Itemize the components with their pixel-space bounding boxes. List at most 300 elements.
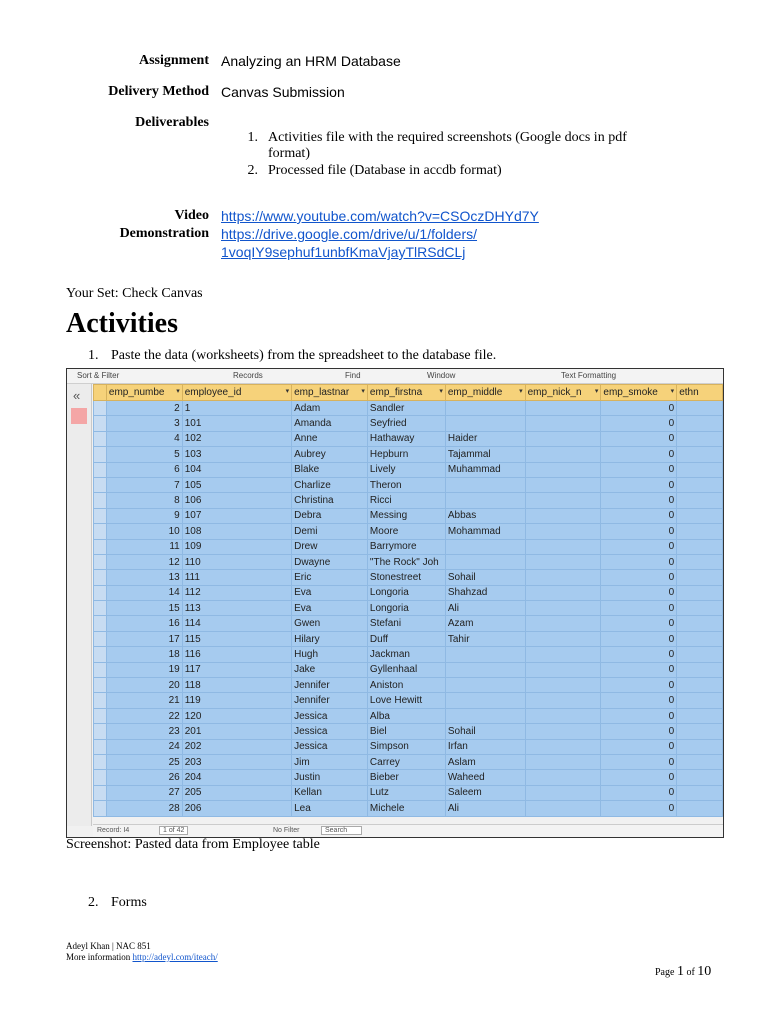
table-cell[interactable] [445, 401, 525, 416]
table-cell[interactable]: 15 [106, 601, 182, 616]
no-filter-button[interactable]: No Filter [273, 827, 300, 834]
table-cell[interactable] [445, 693, 525, 708]
table-cell[interactable]: Adam [292, 401, 368, 416]
table-cell[interactable] [525, 631, 601, 646]
table-cell[interactable] [677, 754, 723, 769]
table-cell[interactable]: Sandler [367, 401, 445, 416]
table-cell[interactable]: Shahzad [445, 585, 525, 600]
row-selector[interactable] [94, 416, 107, 431]
table-cell[interactable]: 3 [106, 416, 182, 431]
table-cell[interactable]: 27 [106, 785, 182, 800]
table-cell[interactable]: 7 [106, 477, 182, 492]
more-info-link[interactable]: http://adeyl.com/iteach/ [132, 952, 218, 962]
table-cell[interactable]: Love Hewitt [367, 693, 445, 708]
table-cell[interactable]: 117 [182, 662, 291, 677]
column-header-7[interactable] [677, 385, 723, 401]
table-cell[interactable]: 0 [601, 601, 677, 616]
table-cell[interactable]: 0 [601, 416, 677, 431]
table-cell[interactable] [445, 416, 525, 431]
table-cell[interactable]: Eva [292, 585, 368, 600]
table-cell[interactable]: Lutz [367, 785, 445, 800]
row-selector[interactable] [94, 539, 107, 554]
row-selector[interactable] [94, 431, 107, 446]
table-cell[interactable]: Anne [292, 431, 368, 446]
table-cell[interactable]: 26 [106, 770, 182, 785]
table-cell[interactable]: Blake [292, 462, 368, 477]
table-row[interactable] [94, 585, 723, 600]
table-cell[interactable] [525, 554, 601, 569]
table-cell[interactable] [525, 616, 601, 631]
table-cell[interactable] [677, 539, 723, 554]
column-header-6[interactable] [601, 385, 677, 401]
column-header-3[interactable] [367, 385, 445, 401]
table-cell[interactable] [525, 493, 601, 508]
row-selector[interactable] [94, 724, 107, 739]
table-cell[interactable]: Duff [367, 631, 445, 646]
table-cell[interactable] [677, 693, 723, 708]
table-cell[interactable]: 18 [106, 647, 182, 662]
column-dropdown-icon[interactable]: ▾ [361, 388, 365, 395]
table-cell[interactable] [525, 739, 601, 754]
table-row[interactable] [94, 631, 723, 646]
column-dropdown-icon[interactable]: ▾ [176, 388, 180, 395]
table-cell[interactable]: 116 [182, 647, 291, 662]
column-header-0[interactable] [106, 385, 182, 401]
table-cell[interactable]: 114 [182, 616, 291, 631]
table-cell[interactable]: 0 [601, 662, 677, 677]
table-cell[interactable]: 201 [182, 724, 291, 739]
table-cell[interactable]: Hugh [292, 647, 368, 662]
table-cell[interactable]: 203 [182, 754, 291, 769]
row-selector[interactable] [94, 401, 107, 416]
table-cell[interactable]: 0 [601, 754, 677, 769]
column-header-4[interactable] [445, 385, 525, 401]
table-cell[interactable]: Dwayne [292, 554, 368, 569]
table-cell[interactable] [525, 785, 601, 800]
drive-link-cont[interactable]: 1voqIY9sephuf1unbfKmaVjayTlRSdCLj [221, 244, 466, 260]
table-cell[interactable]: 205 [182, 785, 291, 800]
table-cell[interactable]: 107 [182, 508, 291, 523]
table-cell[interactable]: 113 [182, 601, 291, 616]
column-dropdown-icon[interactable]: ▾ [519, 388, 523, 395]
table-cell[interactable]: Waheed [445, 770, 525, 785]
table-cell[interactable]: Tahir [445, 631, 525, 646]
table-cell[interactable]: Sohail [445, 570, 525, 585]
table-cell[interactable]: 108 [182, 524, 291, 539]
table-cell[interactable]: Demi [292, 524, 368, 539]
table-cell[interactable]: 0 [601, 616, 677, 631]
table-cell[interactable]: 0 [601, 539, 677, 554]
table-cell[interactable] [445, 662, 525, 677]
table-cell[interactable]: 109 [182, 539, 291, 554]
table-cell[interactable]: Jennifer [292, 678, 368, 693]
table-cell[interactable]: Saleem [445, 785, 525, 800]
table-cell[interactable] [525, 662, 601, 677]
table-cell[interactable]: 0 [601, 647, 677, 662]
table-cell[interactable]: Barrymore [367, 539, 445, 554]
table-cell[interactable]: 104 [182, 462, 291, 477]
table-row[interactable] [94, 447, 723, 462]
table-row[interactable] [94, 401, 723, 416]
table-cell[interactable]: 204 [182, 770, 291, 785]
table-cell[interactable] [677, 708, 723, 723]
column-header-label: emp_smoke [603, 387, 658, 398]
table-cell[interactable]: Haider [445, 431, 525, 446]
table-row[interactable] [94, 708, 723, 723]
table-row[interactable] [94, 785, 723, 800]
table-cell[interactable]: 102 [182, 431, 291, 446]
table-row[interactable] [94, 601, 723, 616]
select-all-cell[interactable] [94, 385, 107, 401]
table-cell[interactable]: Mohammad [445, 524, 525, 539]
table-cell[interactable]: Abbas [445, 508, 525, 523]
table-row[interactable] [94, 431, 723, 446]
table-cell[interactable]: Jim [292, 754, 368, 769]
table-cell[interactable]: 17 [106, 631, 182, 646]
column-header-5[interactable] [525, 385, 601, 401]
row-selector[interactable] [94, 631, 107, 646]
table-cell[interactable] [525, 462, 601, 477]
table-cell[interactable]: 12 [106, 554, 182, 569]
table-cell[interactable]: 25 [106, 754, 182, 769]
table-cell[interactable]: 120 [182, 708, 291, 723]
table-cell[interactable]: 115 [182, 631, 291, 646]
table-cell[interactable]: 0 [601, 785, 677, 800]
table-cell[interactable]: 112 [182, 585, 291, 600]
table-cell[interactable]: Longoria [367, 585, 445, 600]
table-cell[interactable]: Charlize [292, 477, 368, 492]
row-selector[interactable] [94, 554, 107, 569]
table-cell[interactable]: "The Rock" Joh [367, 554, 445, 569]
table-cell[interactable] [525, 477, 601, 492]
table-cell[interactable]: 23 [106, 724, 182, 739]
table-cell[interactable]: Azam [445, 616, 525, 631]
table-cell[interactable] [677, 616, 723, 631]
collapse-nav-icon[interactable]: « [73, 388, 81, 403]
table-cell[interactable]: 6 [106, 462, 182, 477]
table-cell[interactable]: Aslam [445, 754, 525, 769]
table-cell[interactable]: 0 [601, 554, 677, 569]
table-cell[interactable]: 0 [601, 801, 677, 816]
table-cell[interactable]: 0 [601, 739, 677, 754]
table-cell[interactable] [677, 462, 723, 477]
table-row[interactable] [94, 770, 723, 785]
activity-2-number: 2. [88, 895, 99, 910]
table-row[interactable] [94, 678, 723, 693]
table-cell[interactable] [525, 585, 601, 600]
table-row[interactable] [94, 554, 723, 569]
table-row[interactable] [94, 493, 723, 508]
table-cell[interactable]: Drew [292, 539, 368, 554]
column-header-label: employee_id [184, 387, 242, 398]
table-cell[interactable]: 206 [182, 801, 291, 816]
row-selector[interactable] [94, 570, 107, 585]
youtube-link[interactable]: https://www.youtube.com/watch?v=CSOczDHYd7Y [221, 208, 539, 224]
table-row[interactable] [94, 524, 723, 539]
table-row[interactable] [94, 754, 723, 769]
table-cell[interactable]: Ricci [367, 493, 445, 508]
table-cell[interactable] [525, 508, 601, 523]
table-cell[interactable] [525, 601, 601, 616]
table-row[interactable] [94, 462, 723, 477]
table-cell[interactable]: 10 [106, 524, 182, 539]
row-selector[interactable] [94, 477, 107, 492]
table-cell[interactable] [677, 431, 723, 446]
table-cell[interactable]: 0 [601, 462, 677, 477]
table-cell[interactable] [445, 477, 525, 492]
table-cell[interactable] [677, 416, 723, 431]
table-cell[interactable]: 5 [106, 447, 182, 462]
table-cell[interactable]: Carrey [367, 754, 445, 769]
table-cell[interactable] [445, 647, 525, 662]
row-selector[interactable] [94, 585, 107, 600]
table-cell[interactable]: 118 [182, 678, 291, 693]
row-selector[interactable] [94, 708, 107, 723]
table-cell[interactable] [677, 601, 723, 616]
table-cell[interactable]: 111 [182, 570, 291, 585]
table-cell[interactable]: Theron [367, 477, 445, 492]
table-cell[interactable] [677, 678, 723, 693]
table-cell[interactable]: Ali [445, 801, 525, 816]
table-cell[interactable]: 0 [601, 524, 677, 539]
table-cell[interactable] [677, 785, 723, 800]
table-cell[interactable] [445, 554, 525, 569]
table-cell[interactable]: 8 [106, 493, 182, 508]
table-cell[interactable] [525, 647, 601, 662]
table-cell[interactable]: 22 [106, 708, 182, 723]
table-cell[interactable]: Longoria [367, 601, 445, 616]
table-row[interactable] [94, 616, 723, 631]
column-dropdown-icon[interactable]: ▾ [285, 388, 290, 395]
table-cell[interactable]: 0 [601, 447, 677, 462]
table-cell[interactable] [525, 416, 601, 431]
table-row[interactable] [94, 570, 723, 585]
row-selector[interactable] [94, 678, 107, 693]
row-selector[interactable] [94, 647, 107, 662]
drive-link[interactable]: https://drive.google.com/drive/u/1/folders/ [221, 226, 478, 242]
table-cell[interactable] [445, 493, 525, 508]
table-cell[interactable]: Messing [367, 508, 445, 523]
table-row[interactable] [94, 801, 723, 816]
table-cell[interactable]: Kellan [292, 785, 368, 800]
table-cell[interactable] [445, 539, 525, 554]
table-cell[interactable]: Justin [292, 770, 368, 785]
table-cell[interactable] [525, 693, 601, 708]
table-cell[interactable] [525, 431, 601, 446]
table-cell[interactable] [677, 477, 723, 492]
table-cell[interactable]: 0 [601, 431, 677, 446]
table-cell[interactable]: 16 [106, 616, 182, 631]
row-selector[interactable] [94, 754, 107, 769]
table-cell[interactable]: 24 [106, 739, 182, 754]
table-cell[interactable]: Alba [367, 708, 445, 723]
table-cell[interactable]: Christina [292, 493, 368, 508]
table-cell[interactable]: Eric [292, 570, 368, 585]
table-cell[interactable]: 0 [601, 631, 677, 646]
table-cell[interactable] [525, 678, 601, 693]
table-cell[interactable] [525, 708, 601, 723]
table-cell[interactable]: 2 [106, 401, 182, 416]
table-cell[interactable]: 0 [601, 477, 677, 492]
table-cell[interactable]: 19 [106, 662, 182, 677]
row-selector[interactable] [94, 493, 107, 508]
table-cell[interactable] [677, 662, 723, 677]
table-cell[interactable]: 106 [182, 493, 291, 508]
table-cell[interactable]: Eva [292, 601, 368, 616]
table-cell[interactable]: 0 [601, 724, 677, 739]
table-cell[interactable]: Hilary [292, 631, 368, 646]
table-cell[interactable]: Bieber [367, 770, 445, 785]
table-cell[interactable]: Hathaway [367, 431, 445, 446]
table-cell[interactable]: Sohail [445, 724, 525, 739]
table-cell[interactable] [677, 770, 723, 785]
table-cell[interactable] [525, 724, 601, 739]
row-selector[interactable] [94, 770, 107, 785]
row-selector[interactable] [94, 524, 107, 539]
row-selector[interactable] [94, 662, 107, 677]
row-selector[interactable] [94, 601, 107, 616]
column-header-1[interactable] [182, 385, 291, 401]
table-cell[interactable] [677, 401, 723, 416]
table-cell[interactable]: 1 [182, 401, 291, 416]
table-cell[interactable]: Gwen [292, 616, 368, 631]
table-cell[interactable]: Stonestreet [367, 570, 445, 585]
table-cell[interactable]: 0 [601, 493, 677, 508]
table-cell[interactable] [677, 801, 723, 816]
table-cell[interactable] [525, 770, 601, 785]
column-dropdown-icon[interactable]: ▾ [670, 388, 675, 395]
table-cell[interactable]: 119 [182, 693, 291, 708]
table-row[interactable] [94, 416, 723, 431]
table-cell[interactable]: Hepburn [367, 447, 445, 462]
table-cell[interactable] [677, 493, 723, 508]
table-cell[interactable]: 13 [106, 570, 182, 585]
table-cell[interactable]: Jackman [367, 647, 445, 662]
table-row[interactable] [94, 662, 723, 677]
row-selector[interactable] [94, 616, 107, 631]
table-cell[interactable]: 20 [106, 678, 182, 693]
table-cell[interactable]: 0 [601, 585, 677, 600]
record-position[interactable]: 1 of 42 [159, 826, 188, 835]
table-cell[interactable]: 110 [182, 554, 291, 569]
page-current: 1 [676, 964, 684, 979]
row-selector[interactable] [94, 801, 107, 816]
table-cell[interactable]: Amanda [292, 416, 368, 431]
table-cell[interactable] [525, 539, 601, 554]
table-cell[interactable]: 105 [182, 477, 291, 492]
table-cell[interactable]: 28 [106, 801, 182, 816]
table-cell[interactable] [677, 585, 723, 600]
row-selector[interactable] [94, 785, 107, 800]
table-cell[interactable]: 0 [601, 708, 677, 723]
column-dropdown-icon[interactable]: ▾ [594, 388, 599, 395]
table-cell[interactable]: Irfan [445, 739, 525, 754]
table-cell[interactable]: Michele [367, 801, 445, 816]
row-selector[interactable] [94, 693, 107, 708]
table-cell[interactable] [525, 570, 601, 585]
table-cell[interactable] [525, 401, 601, 416]
table-cell[interactable]: Seyfried [367, 416, 445, 431]
table-cell[interactable] [445, 708, 525, 723]
row-selector[interactable] [94, 508, 107, 523]
row-selector[interactable] [94, 447, 107, 462]
table-row[interactable] [94, 539, 723, 554]
table-cell[interactable] [445, 678, 525, 693]
table-cell[interactable]: Gyllenhaal [367, 662, 445, 677]
table-cell[interactable] [677, 508, 723, 523]
table-cell[interactable]: Lea [292, 801, 368, 816]
table-cell[interactable] [677, 570, 723, 585]
table-cell[interactable]: Muhammad [445, 462, 525, 477]
search-box[interactable]: Search [321, 826, 362, 835]
table-row[interactable] [94, 647, 723, 662]
table-cell[interactable] [525, 524, 601, 539]
table-row[interactable] [94, 693, 723, 708]
table-cell[interactable]: 103 [182, 447, 291, 462]
table-cell[interactable] [677, 647, 723, 662]
table-cell[interactable]: 0 [601, 678, 677, 693]
column-dropdown-icon[interactable]: ▾ [439, 388, 443, 395]
assignment-value: Analyzing an HRM Database [221, 53, 401, 69]
table-cell[interactable]: Jessica [292, 724, 368, 739]
table-cell[interactable] [677, 554, 723, 569]
table-cell[interactable] [525, 801, 601, 816]
table-row[interactable] [94, 477, 723, 492]
table-cell[interactable]: 0 [601, 570, 677, 585]
table-cell[interactable]: 0 [601, 508, 677, 523]
table-cell[interactable] [677, 724, 723, 739]
row-selector[interactable] [94, 462, 107, 477]
row-selector[interactable] [94, 739, 107, 754]
table-row[interactable] [94, 508, 723, 523]
column-header-2[interactable] [292, 385, 368, 401]
table-cell[interactable] [525, 754, 601, 769]
table-cell[interactable]: Moore [367, 524, 445, 539]
table-cell[interactable]: 21 [106, 693, 182, 708]
table-cell[interactable]: 202 [182, 739, 291, 754]
table-cell[interactable]: Stefani [367, 616, 445, 631]
table-cell[interactable]: 9 [106, 508, 182, 523]
table-cell[interactable] [677, 631, 723, 646]
table-cell[interactable]: Jessica [292, 708, 368, 723]
table-cell[interactable]: 4 [106, 431, 182, 446]
table-cell[interactable]: Jennifer [292, 693, 368, 708]
table-cell[interactable]: Tajammal [445, 447, 525, 462]
table-row[interactable] [94, 724, 723, 739]
table-cell[interactable] [525, 447, 601, 462]
table-cell[interactable]: 0 [601, 401, 677, 416]
table-cell[interactable]: 14 [106, 585, 182, 600]
table-cell[interactable]: 11 [106, 539, 182, 554]
table-cell[interactable] [677, 524, 723, 539]
table-row[interactable] [94, 739, 723, 754]
table-cell[interactable]: Jessica [292, 739, 368, 754]
table-cell[interactable]: Biel [367, 724, 445, 739]
table-cell[interactable]: 0 [601, 770, 677, 785]
table-cell[interactable]: 0 [601, 693, 677, 708]
table-cell[interactable]: Debra [292, 508, 368, 523]
datasheet-grid[interactable] [93, 384, 723, 824]
table-cell[interactable]: Aniston [367, 678, 445, 693]
table-cell[interactable]: Aubrey [292, 447, 368, 462]
table-cell[interactable] [677, 447, 723, 462]
table-cell[interactable]: Ali [445, 601, 525, 616]
table-cell[interactable]: Simpson [367, 739, 445, 754]
table-cell[interactable]: Jake [292, 662, 368, 677]
table-cell[interactable]: 101 [182, 416, 291, 431]
table-cell[interactable] [677, 739, 723, 754]
table-cell[interactable]: Lively [367, 462, 445, 477]
